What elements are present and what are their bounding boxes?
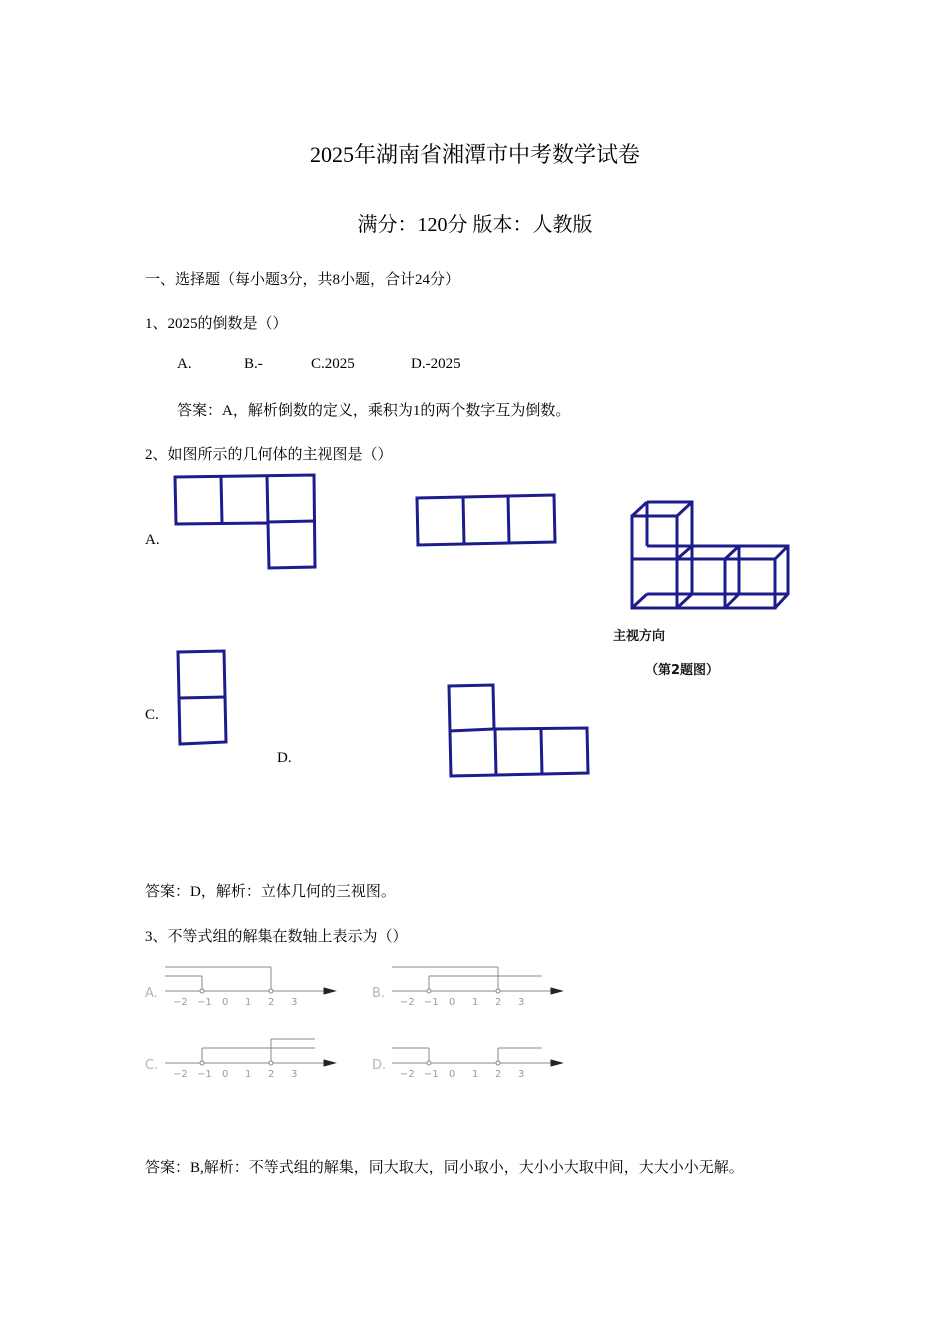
svg-text:−2: −2 xyxy=(400,1069,415,1080)
svg-text:−1: −1 xyxy=(197,1069,212,1080)
svg-text:1: 1 xyxy=(245,1069,252,1080)
svg-text:3: 3 xyxy=(518,997,525,1008)
svg-text:−2: −2 xyxy=(173,1069,188,1080)
q2-stem: 2、如图所示的几何体的主视图是（） xyxy=(145,447,393,463)
page-title: 2025年湖南省湘潭市中考数学试卷 xyxy=(309,142,640,167)
numberline-option-d xyxy=(367,1032,567,1082)
numberline-c-label: C. xyxy=(145,1058,159,1073)
svg-text:0: 0 xyxy=(449,997,456,1008)
section-heading: 一、选择题（每小题3分，共8小题，合计24分） xyxy=(145,272,461,288)
svg-text:−1: −1 xyxy=(424,997,439,1008)
q2-option-d-label: D. xyxy=(277,750,292,766)
svg-text:0: 0 xyxy=(222,1069,229,1080)
svg-text:2: 2 xyxy=(495,1069,502,1080)
numberline-option-c xyxy=(140,1032,340,1082)
numberline-option-a xyxy=(140,960,340,1010)
svg-text:−2: −2 xyxy=(173,997,188,1008)
figure-caption: （第2题图） xyxy=(645,663,720,678)
page-subtitle: 满分：120分 版本：人教版 xyxy=(357,214,593,236)
svg-text:1: 1 xyxy=(472,1069,479,1080)
q2-option-c-label: C. xyxy=(145,707,159,723)
q1-option-b: B.- xyxy=(244,356,263,372)
svg-text:2: 2 xyxy=(268,997,275,1008)
numberline-option-b xyxy=(367,960,567,1010)
q1-stem: 1、2025的倒数是（） xyxy=(145,316,288,332)
svg-text:1: 1 xyxy=(245,997,252,1008)
svg-text:2: 2 xyxy=(268,1069,275,1080)
svg-text:0: 0 xyxy=(449,1069,456,1080)
svg-text:−1: −1 xyxy=(197,997,212,1008)
svg-text:0: 0 xyxy=(222,997,229,1008)
q1-option-a: A. xyxy=(177,356,192,372)
q3-answer: 答案：B,解析：不等式组的解集，同大取大，同小取小，大小小大取中间，大大小小无解。 xyxy=(145,1160,744,1176)
q2-solid-figure xyxy=(625,496,795,616)
svg-text:−1: −1 xyxy=(424,1069,439,1080)
numberline-b-label: B. xyxy=(372,986,386,1001)
q2-option-a-figure xyxy=(170,472,325,574)
svg-text:3: 3 xyxy=(518,1069,525,1080)
q1-option-d: D.-2025 xyxy=(411,356,461,372)
numberline-d-label: D. xyxy=(372,1058,387,1073)
q3-stem: 3、不等式组的解集在数轴上表示为（） xyxy=(145,929,408,945)
q2-option-d-figure xyxy=(445,680,595,782)
q2-option-c-figure xyxy=(173,646,233,750)
q2-option-b-figure xyxy=(412,490,562,552)
q1-option-c: C.2025 xyxy=(311,356,355,372)
svg-text:3: 3 xyxy=(291,1069,298,1080)
view-direction-label: 主视方向 xyxy=(613,629,666,644)
numberline-a-label: A. xyxy=(145,986,158,1001)
svg-text:3: 3 xyxy=(291,997,298,1008)
svg-text:2: 2 xyxy=(495,997,502,1008)
q1-answer: 答案：A，解析倒数的定义，乘积为1的两个数字互为倒数。 xyxy=(177,403,571,419)
q2-option-a-label: A. xyxy=(145,532,160,548)
svg-text:1: 1 xyxy=(472,997,479,1008)
q2-answer: 答案：D，解析：立体几何的三视图。 xyxy=(145,884,396,900)
svg-text:−2: −2 xyxy=(400,997,415,1008)
